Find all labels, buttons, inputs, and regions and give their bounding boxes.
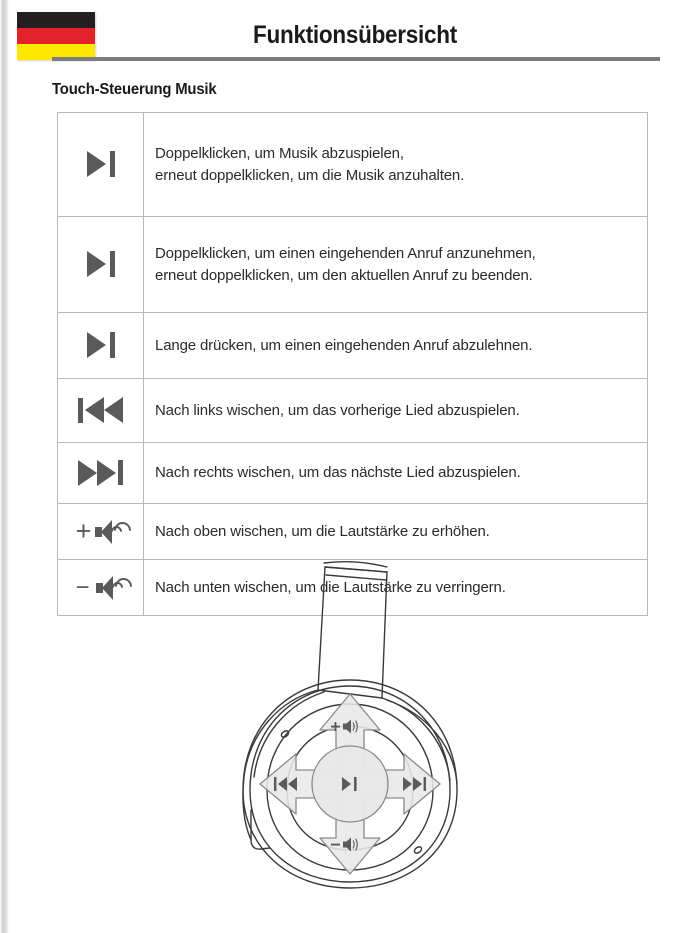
title-divider <box>52 57 660 61</box>
table-row <box>58 379 648 443</box>
flag-band-red <box>17 28 95 44</box>
icon-cell <box>58 379 144 443</box>
volume-down-icon <box>75 571 125 605</box>
description-line: erneut doppelklicken, um den aktuellen Anruf zu beenden. <box>155 266 533 284</box>
description-cell <box>144 313 648 379</box>
description-line: Nach links wischen, um das vorherige Lied abzuspielen. <box>155 401 520 419</box>
icon-cell <box>58 443 144 504</box>
function-table <box>57 112 648 616</box>
play-pause-icon <box>87 247 115 281</box>
screw-mark-top <box>280 730 290 739</box>
description-cell <box>144 443 648 504</box>
play-pause-icon <box>87 147 115 181</box>
german-flag <box>17 12 95 60</box>
headphone-touch-control-diagram <box>175 558 525 898</box>
minus-sign: − <box>75 573 90 601</box>
description-cell <box>144 217 648 313</box>
description-cell <box>144 113 648 217</box>
speaker-icon <box>95 519 125 545</box>
description-line: erneut doppelklicken, um die Musik anzuhalten. <box>155 166 465 184</box>
icon-cell <box>58 313 144 379</box>
flag-band-black <box>17 12 95 28</box>
page-title: Funktionsübersicht <box>253 21 457 49</box>
icon-cell <box>58 113 144 217</box>
icon-cell <box>58 560 144 616</box>
description-cell <box>144 504 648 560</box>
icon-cell <box>58 217 144 313</box>
description-line: Nach rechts wischen, um das nächste Lied abzuspielen. <box>155 464 521 482</box>
screw-mark-bottom <box>413 846 423 855</box>
table-row <box>58 504 648 560</box>
table-row <box>58 113 648 217</box>
table-row <box>58 313 648 379</box>
description-line: Nach unten wischen, um die Lautstärke zu verringern. <box>155 578 506 596</box>
volume-up-icon <box>76 515 126 549</box>
description-cell <box>144 379 648 443</box>
table-row <box>58 217 648 313</box>
play-pause-icon <box>87 328 115 362</box>
speaker-icon <box>96 575 126 601</box>
headband-arm <box>318 567 387 698</box>
skip-next-icon <box>78 456 123 490</box>
skip-previous-icon <box>78 393 123 427</box>
description-line: Doppelklicken, um Musik abzuspielen, <box>155 145 404 163</box>
description-line: Doppelklicken, um einen eingehenden Anruf anzunehmen, <box>155 245 536 263</box>
plus-sign: + <box>75 516 92 546</box>
icon-cell <box>58 504 144 560</box>
swipe-direction-overlay <box>260 694 440 874</box>
page-binding-shadow <box>0 0 9 933</box>
description-line: Nach oben wischen, um die Lautstärke zu erhöhen. <box>155 522 490 540</box>
description-line: Lange drücken, um einen eingehenden Anruf abzulehnen. <box>155 336 533 354</box>
section-heading: Touch-Steuerung Musik <box>52 81 217 98</box>
table-row <box>58 443 648 504</box>
